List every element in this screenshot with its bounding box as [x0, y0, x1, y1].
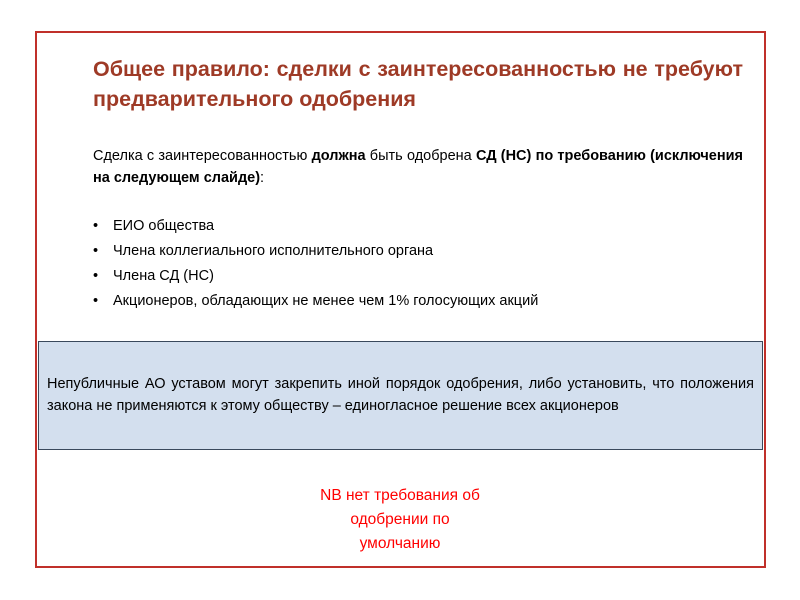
- intro-bold-board: СД (НС) по требованию (исключения на следующем слайде): [93, 148, 743, 186]
- intro-text-part3: :: [260, 170, 265, 186]
- nb-line: NB нет требования об: [320, 487, 480, 504]
- list-item: [93, 241, 743, 262]
- nb-line: одобрении по: [350, 511, 450, 528]
- requester-list: [93, 216, 743, 316]
- nb-line: умолчанию: [359, 535, 441, 552]
- slide-title: Общее правило: сделки с заинтересованностью не требуют предварительного одобрения: [93, 57, 743, 111]
- list-item: [93, 216, 743, 237]
- note-text: Непубличные АО уставом могут закрепить иной порядок одобрения, либо установить, что положения закона не применяются к этому обществу – единогласное решение всех акционеров: [47, 376, 754, 414]
- intro-text-part1: Сделка с заинтересованностью: [93, 148, 312, 164]
- list-item: [93, 291, 743, 312]
- list-item-text: Члена СД (НС): [113, 268, 214, 284]
- list-item-text: ЕИО общества: [113, 218, 215, 234]
- bullet-icon: •: [93, 293, 99, 309]
- note-box: [38, 341, 763, 450]
- intro-bold-must: должна: [311, 148, 366, 164]
- bullet-icon: •: [93, 243, 99, 259]
- intro-text-part2: быть одобрена: [365, 148, 476, 164]
- nb-note: [300, 484, 500, 556]
- intro-paragraph: [93, 145, 743, 189]
- list-item-text: Члена коллегиального исполнительного органа: [113, 243, 434, 259]
- bullet-icon: •: [93, 268, 99, 284]
- list-item: [93, 266, 743, 287]
- list-item-text: Акционеров, обладающих не менее чем 1% голосующих акций: [113, 293, 539, 309]
- bullet-icon: •: [93, 218, 99, 234]
